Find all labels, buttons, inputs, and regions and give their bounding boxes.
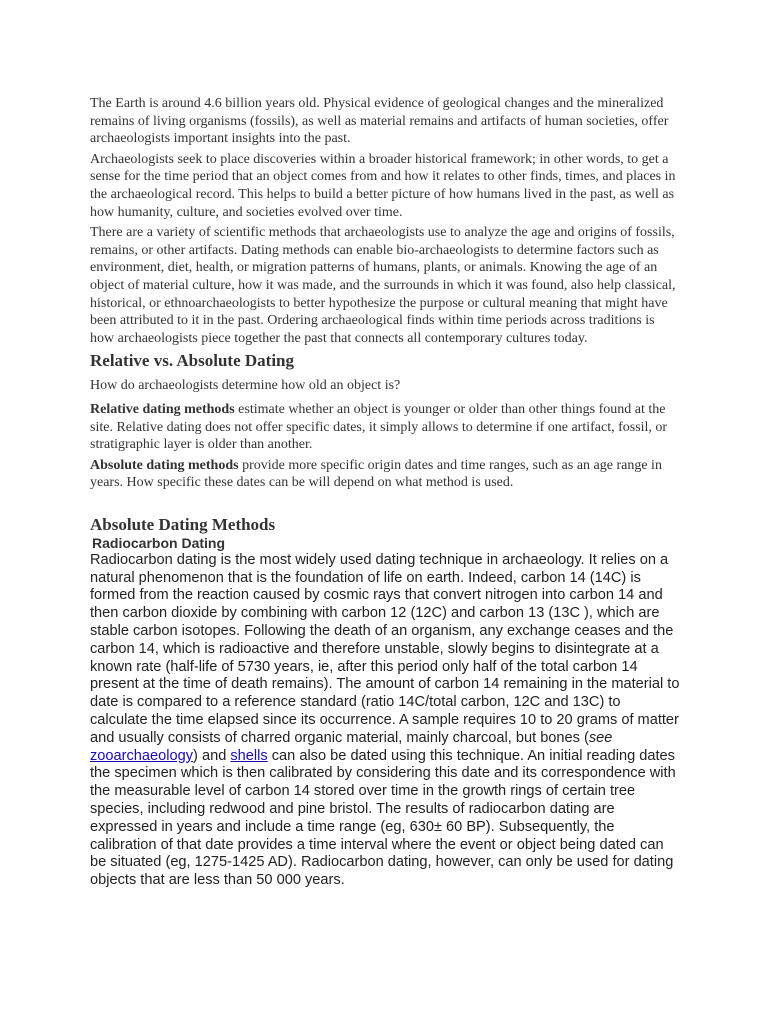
- radiocarbon-dating-subheading: Radiocarbon Dating: [92, 534, 226, 551]
- absolute-dating-methods-heading: Absolute Dating Methods: [90, 514, 276, 534]
- shells-link[interactable]: shells: [230, 747, 268, 764]
- absolute-dating-term: Absolute dating methods: [90, 457, 239, 473]
- intro-paragraph-3: There are a variety of scientific methods that archaeologists use to analyze the age and origins of fossils, remains, or other artifacts. Dating methods can enable bio-archaeologists to determine factors such as environment, diet, health, or migration patterns of humans, plants, or animals. Knowing the age of an object of material culture, how it was made, and the surrounds in which it was found, also help classical, historical, or ethnoarchaeologists to better hypothesize the purpose or cultural meaning that might have been attributed to it in the past. Ordering archaeological finds within time periods across traditions is how archaeologists piece together the past that connects all contemporary cultures today.: [90, 225, 676, 346]
- relative-vs-absolute-heading: Relative vs. Absolute Dating: [90, 351, 294, 371]
- intro-paragraph-2: Archaeologists seek to place discoveries within a broader historical framework; in other words, to get a sense for the time period that an object comes from and how it relates to other finds, times, and places in the archaeological record. This helps to build a better picture of how humans lived in the past, as well as how humanity, culture, and societies evolved over time.: [90, 151, 676, 220]
- absolute-dating-text: provide more specific origin dates and time ranges, such as an age range in years. How specific these dates can be will depend on what method is used.: [90, 457, 662, 491]
- intro-section: [90, 95, 682, 347]
- relative-dating-term: Relative dating methods: [90, 401, 235, 417]
- relative-dating-paragraph: [90, 401, 682, 454]
- absolute-dating-paragraph: [90, 457, 682, 492]
- relative-dating-text: estimate whether an object is younger or older than other things found at the site. Relative dating does not offer specific dates, it simply allows to determine if one artifact, fossil, or stratigraphic layer is older than another.: [90, 401, 668, 453]
- radiocarbon-text-2: can also be dated using this technique. An initial reading dates the specimen which is then calibrated by considering this date and its correspondence with the measurable level of carbon 14 stored over time in the growth rings of certain tree species, including redwood and pine bristol. The results of radiocarbon dating are expressed in years and include a time range (eg, 630± 60 BP). Subsequently, the calibration of that date provides a time interval where the event or object being dated can be situated (eg, 1275-1425 AD). Radiocarbon dating, however, can only be used for dating objects that are less than 50 000 years.: [90, 747, 676, 889]
- intro-paragraph-1: The Earth is around 4.6 billion years old. Physical evidence of geological changes and the mineralized remains of living organisms (fossils), as well as material remains and artifacts of human societies, offer archaeologists important insights into the past.: [90, 96, 669, 147]
- radiocarbon-paragraph: [90, 552, 682, 890]
- document-page: [90, 95, 682, 890]
- relative-section: [90, 377, 682, 492]
- question-line: How do archaeologists determine how old an object is?: [90, 378, 401, 394]
- radiocarbon-text-1: Radiocarbon dating is the most widely used dating technique in archaeology. It relies on a natural phenomenon that is the foundation of life on earth. Indeed, carbon 14 (14C) is formed from the reaction caused by cosmic rays that convert nitrogen into carbon 14 and then carbon dioxide by combining with carbon 12 (12C) and carbon 13 (13C ), which are stable carbon isotopes. Following the death of an organism, any exchange ceases and the carbon 14, which is radioactive and therefore unstable, slowly begins to disintegrate at a known rate (half-life of 5730 years, ie, after this period only half of the total carbon 14 present at the time of death remains). The amount of carbon 14 remaining in the material to date is compared to a reference standard (ratio 14C/total carbon, 12C and 13C) to calculate the time elapsed since its occurrence. A sample requires 10 to 20 grams of matter and usually consists of charred organic material, mainly charcoal, but bones (: [90, 551, 680, 746]
- zooarchaeology-link[interactable]: zooarchaeology: [90, 747, 194, 764]
- see-word: see: [588, 729, 613, 746]
- and-text: ) and: [193, 747, 231, 764]
